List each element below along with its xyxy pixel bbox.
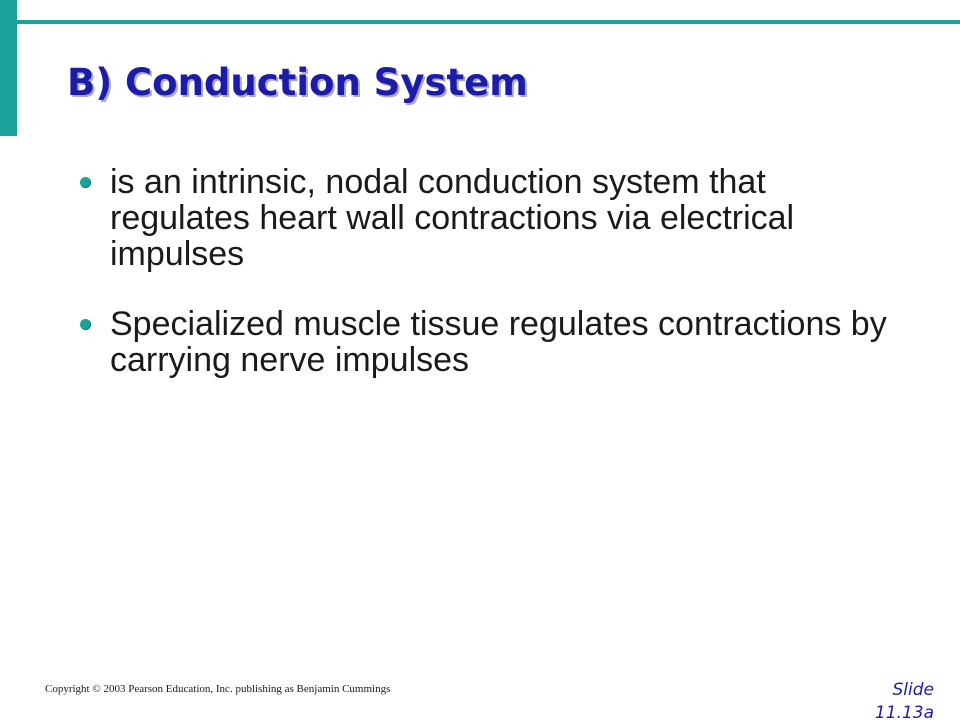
copyright-notice: Copyright © 2003 Pearson Education, Inc. publishing as Benjamin Cummings — [45, 683, 391, 695]
bullet-list — [73, 164, 913, 412]
slide-number-value: 11.13a — [874, 703, 934, 723]
bullet-text: Specialized muscle tissue regulates contractions by carrying nerve impulses — [110, 305, 887, 379]
slide-title: B) Conduction System — [67, 61, 528, 104]
slide-label: Slide — [892, 680, 934, 700]
bullet-text: is an intrinsic, nodal conduction system that regulates heart wall contractions via electrical impulses — [110, 163, 795, 273]
bullet-dot-icon — [80, 177, 91, 188]
accent-bar-vertical — [0, 0, 17, 136]
bullet-dot-icon — [80, 319, 91, 330]
accent-bar-horizontal — [17, 20, 960, 24]
slide-number — [854, 679, 934, 725]
bullet-item — [73, 164, 913, 272]
bullet-item — [73, 306, 913, 378]
